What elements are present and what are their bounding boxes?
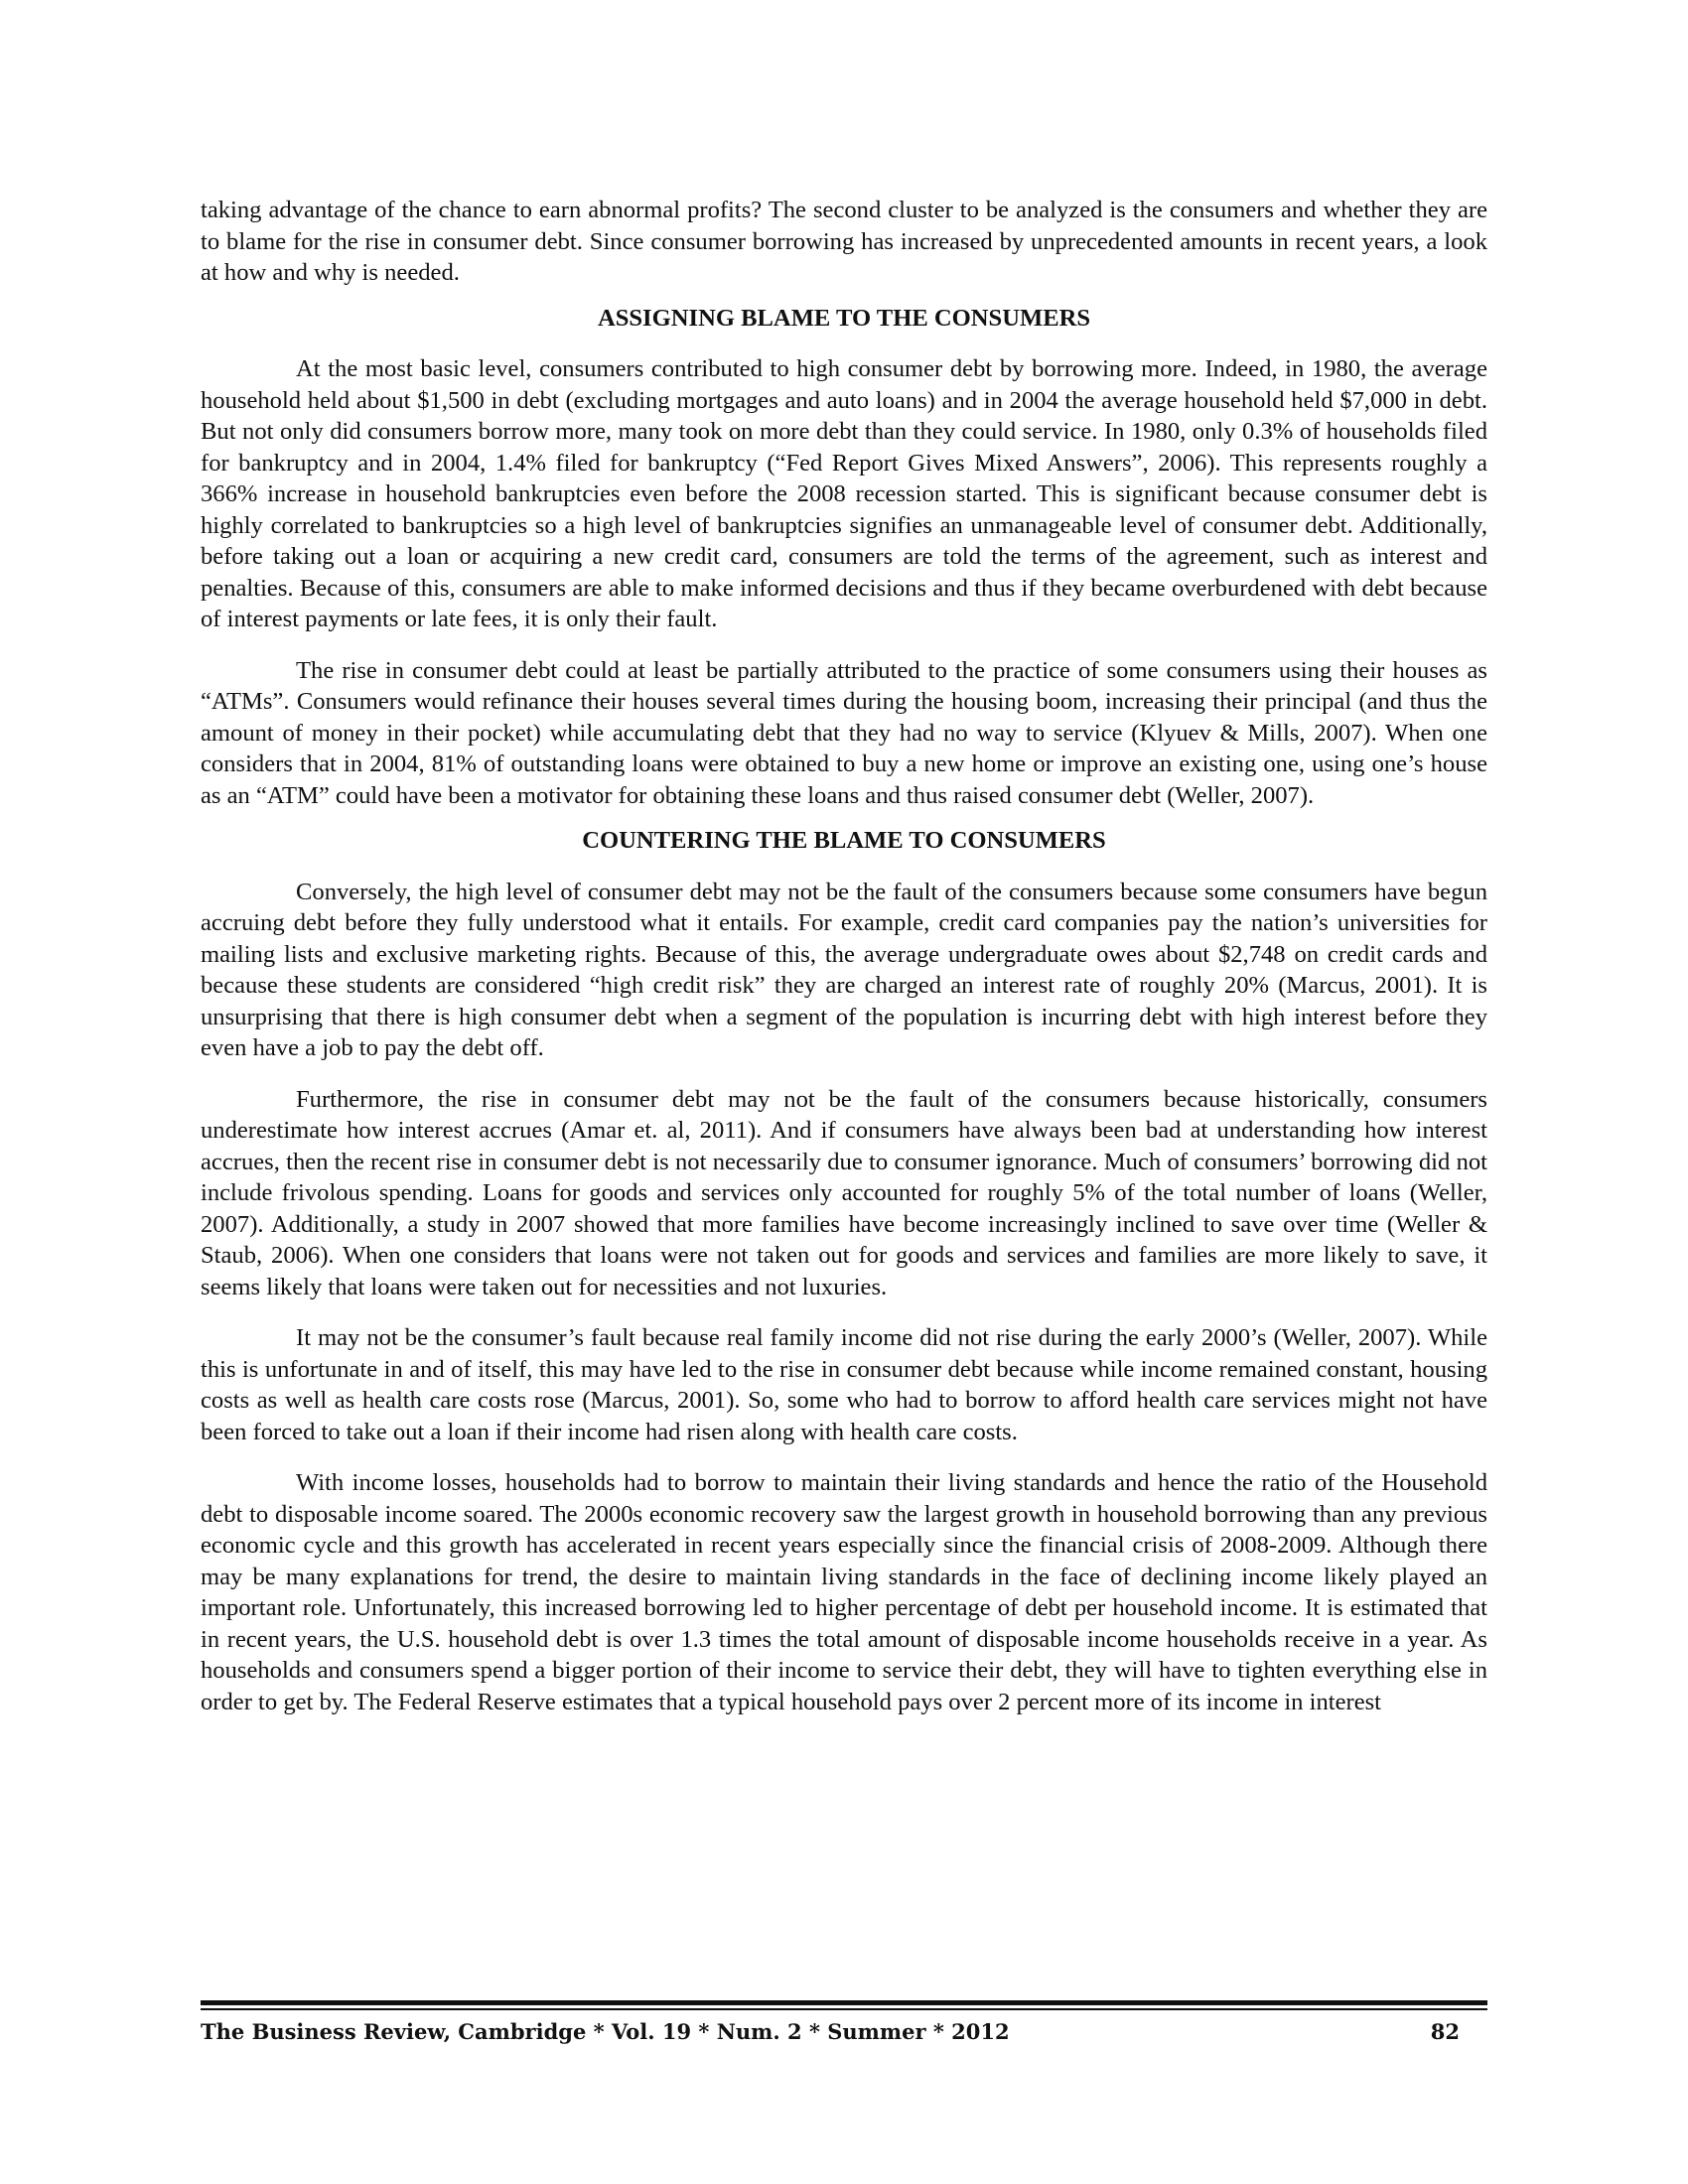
footer-rule-thick xyxy=(201,2000,1487,2005)
section-heading-assigning-blame: ASSIGNING BLAME TO THE CONSUMERS xyxy=(597,304,1091,332)
paragraph: Conversely, the high level of consumer debt may not be the fault of the consumers because some consumers have begun accruing debt before they fully understood what it entails. For example, credit card companies pay the nation’s universities for mailing lists and exclusive marketing rights. Because of this, the average undergraduate owes about $2,748 on credit cards and because these students are considered “high credit risk” they are charged an interest rate of roughly 20% (Marcus, 2001). It is unsurprising that there is high consumer debt when a segment of the population is incurring debt with high interest before they even have a job to pay the debt off. xyxy=(201,878,1487,1061)
paragraph: With income losses, households had to borrow to maintain their living standards and hence the ratio of the Household debt to disposable income soared. The 2000s economic recovery saw the largest growth in household borrowing than any previous economic cycle and this growth has accelerated in recent years especially since the financial crisis of 2008-2009. Although there may be many explanations for trend, the desire to maintain living standards in the face of declining income likely played an important role. Unfortunately, this increased borrowing led to higher percentage of debt per household income. It is estimated that in recent years, the U.S. household debt is over 1.3 times the total amount of disposable income households receive in a year. As households and consumers spend a bigger portion of their income to service their debt, they will have to tighten everything else in order to get by. The Federal Reserve estimates that a typical household pays over 2 percent more of its income in interest xyxy=(201,1469,1487,1715)
page-footer xyxy=(201,2019,1487,2044)
section-heading-countering-blame: COUNTERING THE BLAME TO CONSUMERS xyxy=(582,827,1106,854)
footer-rule-thin xyxy=(201,2008,1487,2010)
footer-divider xyxy=(201,2000,1487,2010)
paragraph-intro: taking advantage of the chance to earn abnormal profits? The second cluster to be analyzed is the consumers and whether they are to blame for the rise in consumer debt. Since consumer borrowing has increased by unprecedented amounts in recent years, a look at how and why is needed. xyxy=(201,197,1487,286)
page-number: 82 xyxy=(1430,2019,1460,2044)
journal-citation: The Business Review, Cambridge * Vol. 19 * Num. 2 * Summer * 2012 xyxy=(201,2019,1010,2044)
paragraph: Furthermore, the rise in consumer debt may not be the fault of the consumers because historically, consumers underestimate how interest accrues (Amar et. al, 2011). And if consumers have always been bad at understanding how interest accrues, then the recent rise in consumer debt is not necessarily due to consumer ignorance. Much of consumers’ borrowing did not include frivolous spending. Loans for goods and services only accounted for roughly 5% of the total number of loans (Weller, 2007). Additionally, a study in 2007 showed that more families have become increasingly inclined to save over time (Weller & Staub, 2006). When one considers that loans were not taken out for goods and services and families are more likely to save, it seems likely that loans were taken out for necessities and not luxuries. xyxy=(201,1085,1487,1300)
paragraph: At the most basic level, consumers contributed to high consumer debt by borrowing more. Indeed, in 1980, the average household held about $1,500 in debt (excluding mortgages and auto loans) and in 2004 the average household held $7,000 in debt. But not only did consumers borrow more, many took on more debt than they could service. In 1980, only 0.3% of households filed for bankruptcy and in 2004, 1.4% filed for bankruptcy (“Fed Report Gives Mixed Answers”, 2006). This represents roughly a 366% increase in household bankruptcies even before the 2008 recession started. This is significant because consumer debt is highly correlated to bankruptcies so a high level of bankruptcies signifies an unmanageable level of consumer debt. Additionally, before taking out a loan or acquiring a new credit card, consumers are told the terms of the agreement, such as interest and penalties. Because of this, consumers are able to make informed decisions and thus if they became overburdened with debt because of interest payments or late fees, it is only their fault. xyxy=(201,355,1487,632)
article-body xyxy=(201,195,1487,1717)
paragraph: The rise in consumer debt could at least be partially attributed to the practice of some consumers using their houses as “ATMs”. Consumers would refinance their houses several times during the housing boom, increasing their principal (and thus the amount of money in their pocket) while accumulating debt that they had no way to service (Klyuev & Mills, 2007). When one considers that in 2004, 81% of outstanding loans were obtained to buy a new home or improve an existing one, using one’s house as an “ATM” could have been a motivator for obtaining these loans and thus raised consumer debt (Weller, 2007). xyxy=(201,656,1487,809)
paragraph: It may not be the consumer’s fault because real family income did not rise during the early 2000’s (Weller, 2007). While this is unfortunate in and of itself, this may have led to the rise in consumer debt because while income remained constant, housing costs as well as health care costs rose (Marcus, 2001). So, some who had to borrow to afford health care services might not have been forced to take out a loan if their income had risen along with health care costs. xyxy=(201,1324,1487,1445)
